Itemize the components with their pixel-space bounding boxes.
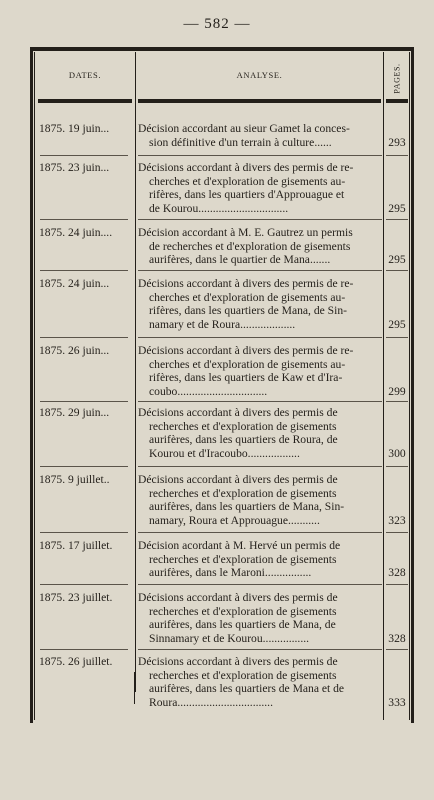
entry-line: Décision accordant au sieur Gamet la conces- [138, 122, 350, 135]
entry-page: 293 [388, 135, 406, 149]
column-divider-dates-tail [134, 672, 135, 704]
entry-line: rifères, dans les quartiers de Mana, de Sin- [149, 304, 347, 317]
entry-analysis [138, 277, 382, 331]
entry-line: aurifères, dans les quartiers de Mana, de [149, 618, 336, 631]
entry-page: 295 [388, 317, 406, 331]
entry-page: 333 [388, 695, 406, 709]
entry-line: aurifères, dans les quartiers de Roura, de [149, 433, 338, 446]
entry-line: Décisions accordant à divers des permis de [138, 406, 338, 419]
entry-line: Décisions accordant à divers des permis de [138, 591, 338, 604]
entry-date: 1875. 19 juin... [39, 122, 110, 135]
entry-page: 323 [388, 513, 406, 527]
entry-analysis [138, 161, 382, 215]
entry-analysis [138, 591, 382, 645]
entry-analysis [138, 406, 382, 460]
entry-date: 1875. 26 juillet. [39, 655, 113, 668]
entry-line: recherches et d'exploration de gisements [149, 552, 337, 566]
entry-date: 1875. 23 juin... [39, 161, 110, 174]
entry-line: rifères, dans les quartiers de Kaw et d'Ira- [149, 371, 343, 384]
header-rule-dates [38, 99, 132, 103]
entry-date: 1875. 29 juin... [39, 406, 110, 419]
entry-page: 328 [388, 631, 406, 645]
entry-line: recherches et d'exploration de gisements [149, 604, 337, 618]
entry-page: 300 [388, 446, 406, 460]
entry-date: 1875. 24 juin.... [39, 226, 113, 239]
entry-line: Décisions accordant à divers des permis de re- [138, 344, 354, 357]
entry-line: sion définitive d'un terrain à culture...... [149, 135, 332, 149]
entry-line: Décisions accordant à divers des permis de [138, 473, 338, 486]
entry-line: de recherches et d'exploration de gisements [149, 239, 351, 253]
entry-date: 1875. 23 juillet. [39, 591, 113, 604]
entry-line: coubo............................... [149, 384, 268, 398]
entry-analysis [138, 344, 382, 398]
entry-line: recherches et d'exploration de gisements [149, 668, 337, 682]
entry-line: Roura................................. [149, 695, 273, 709]
entry-date: 1875. 9 juillet.. [39, 473, 110, 486]
page-number: — 582 — [183, 16, 251, 32]
entry-date: 1875. 26 juin... [39, 344, 110, 357]
entry-analysis [138, 122, 382, 149]
entry-line: cherches et d'exploration de gisements au- [149, 290, 346, 304]
entry-line: recherches et d'exploration de gisements [149, 419, 337, 433]
entry-line: rifères, dans les quartiers d'Approuague et [149, 188, 345, 201]
entry-line: aurifères, dans les quartiers de Mana, Sin- [149, 500, 345, 513]
entry-page: 328 [388, 566, 406, 579]
entry-analysis [138, 226, 382, 267]
entry-line: de Kourou............................... [149, 201, 289, 215]
entry-date: 1875. 24 juin... [39, 277, 110, 290]
header-pages-label: PAGES. [393, 62, 402, 94]
entry-line: Kourou et d'Iracoubo.................. [149, 446, 300, 460]
entry-line: namary, Roura et Approuague........... [149, 513, 320, 527]
entry-line: recherches et d'exploration de gisements [149, 486, 337, 500]
entry-analysis [138, 655, 382, 709]
entry-line: cherches et d'exploration de gisements au- [149, 357, 346, 371]
entry-line: namary et de Roura................... [149, 317, 296, 331]
entry-line: Décisions accordant à divers des permis de re- [138, 161, 354, 174]
header-rule-analyse [138, 99, 381, 103]
entry-line: Décisions accordant à divers des permis de re- [138, 277, 354, 290]
column-divider-dates [135, 52, 136, 692]
entry-page: 295 [388, 201, 406, 215]
entry-line: aurifères, dans les quartiers de Mana et de [149, 682, 345, 695]
header-dates: DATES. [68, 70, 102, 80]
entry-analysis [138, 539, 382, 580]
entry-line: Sinnamary et de Kourou................ [149, 631, 310, 645]
entry-date: 1875. 17 juillet. [39, 539, 113, 552]
entry-analysis [138, 473, 382, 527]
entry-line: aurifères, dans le Maroni................ [149, 566, 312, 579]
header-rule-pages [386, 99, 408, 103]
entry-line: Décision acordant à M. Hervé un permis de [138, 539, 341, 552]
header-analyse: ANALYSE. [236, 70, 283, 80]
header-pages [385, 56, 410, 100]
entry-line: cherches et d'exploration de gisements au- [149, 174, 346, 188]
entry-line: Décisions accordant à divers des permis de [138, 655, 338, 668]
entry-page: 299 [388, 384, 406, 398]
entry-line: Décision accordant à M. E. Gautrez un permis [138, 226, 353, 239]
entry-line: aurifères, dans le quartier de Mana....... [149, 253, 331, 266]
entry-page: 295 [388, 253, 406, 266]
